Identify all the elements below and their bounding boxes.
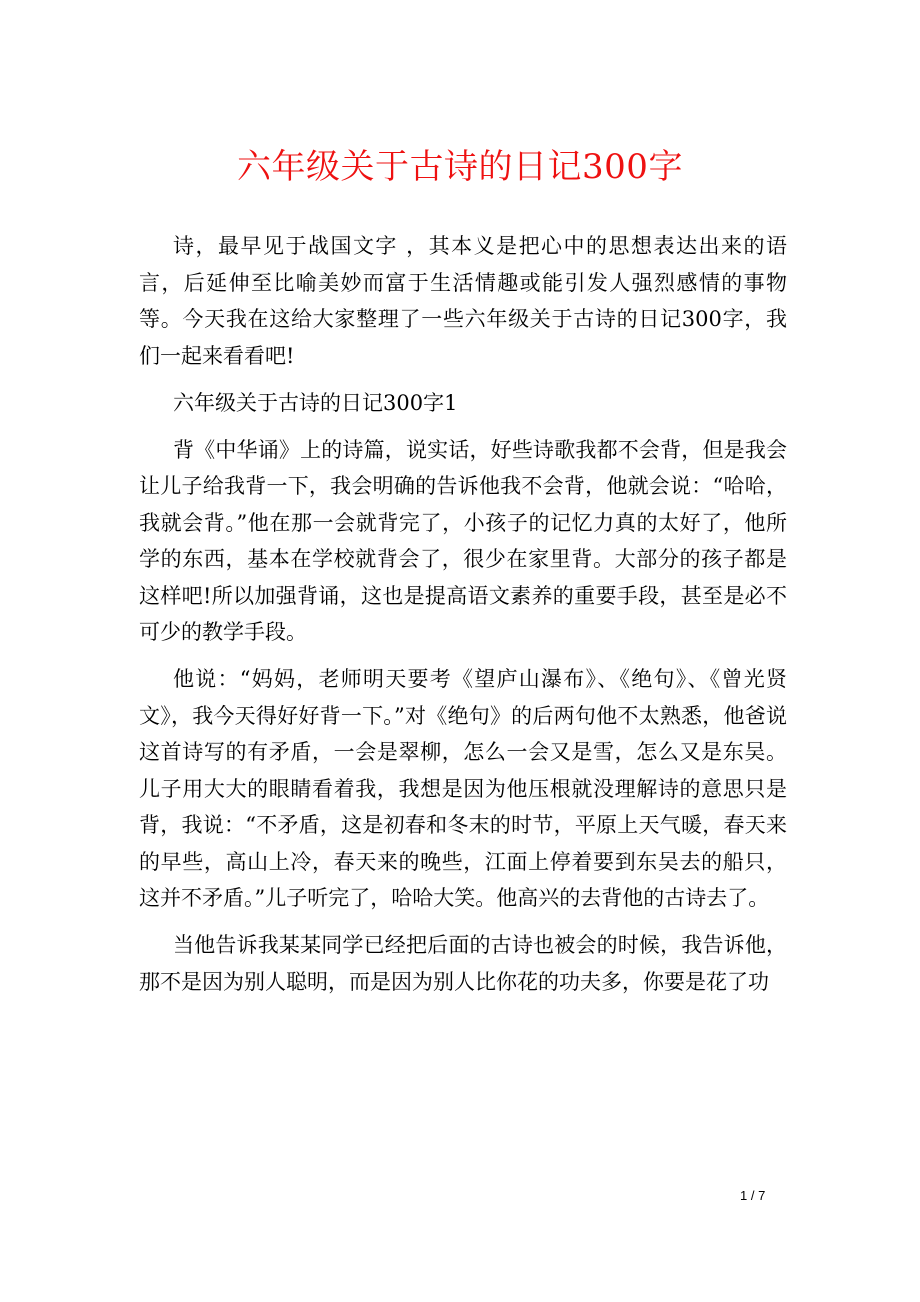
- body-paragraph: 他说：“妈妈，老师明天要考《望庐山瀑布》、《绝句》、《曾光贤文》，我今天得好好背一下。”对《绝句》的后两句他不太熟悉，他爸说这首诗写的有矛盾，一会是翠柳，怎么一会又是雪，怎么又是东吴。儿子用大大的眼睛看着我，我想是因为他压根就没理解诗的意思只是背，我说：“不矛盾，这是初春和冬末的时节，平原上天气暖，春天来的早些，高山上冷，春天来的晚些，江面上停着要到东吴去的船只，这并不矛盾。”儿子听完了，哈哈大笑。他高兴的去背他的古诗去了。: [139, 667, 787, 910]
- body-paragraph: 背《中华诵》上的诗篇，说实话，好些诗歌我都不会背，但是我会让儿子给我背一下，我会明确的告诉他我不会背，他就会说：“哈哈，我就会背。”他在那一会就背完了，小孩子的记忆力真的太好了，他所学的东西，基本在学校就背会了，很少在家里背。大部分的孩子都是这样吧!所以加强背诵，这也是提高语文素养的重要手段，甚至是必不可少的教学手段。: [139, 437, 787, 644]
- section-heading: 六年级关于古诗的日记300字1: [173, 390, 458, 415]
- intro-paragraph: 诗，最早见于战国文字 ，其本义是把心中的思想表达出来的语言，后延伸至比喻美妙而富于生活情趣或能引发人强烈感情的事物等。今天我在这给大家整理了一些六年级关于古诗的日记300字，我们一起来看看吧!: [139, 234, 787, 368]
- document-title: 六年级关于古诗的日记300字: [237, 147, 683, 187]
- document-body: [139, 228, 787, 1011]
- page-number: 1 / 7: [740, 1188, 766, 1203]
- body-paragraph: 当他告诉我某某同学已经把后面的古诗也被会的时候，我告诉他，那不是因为别人聪明，而是因为别人比你花的功夫多，你要是花了功: [139, 933, 787, 994]
